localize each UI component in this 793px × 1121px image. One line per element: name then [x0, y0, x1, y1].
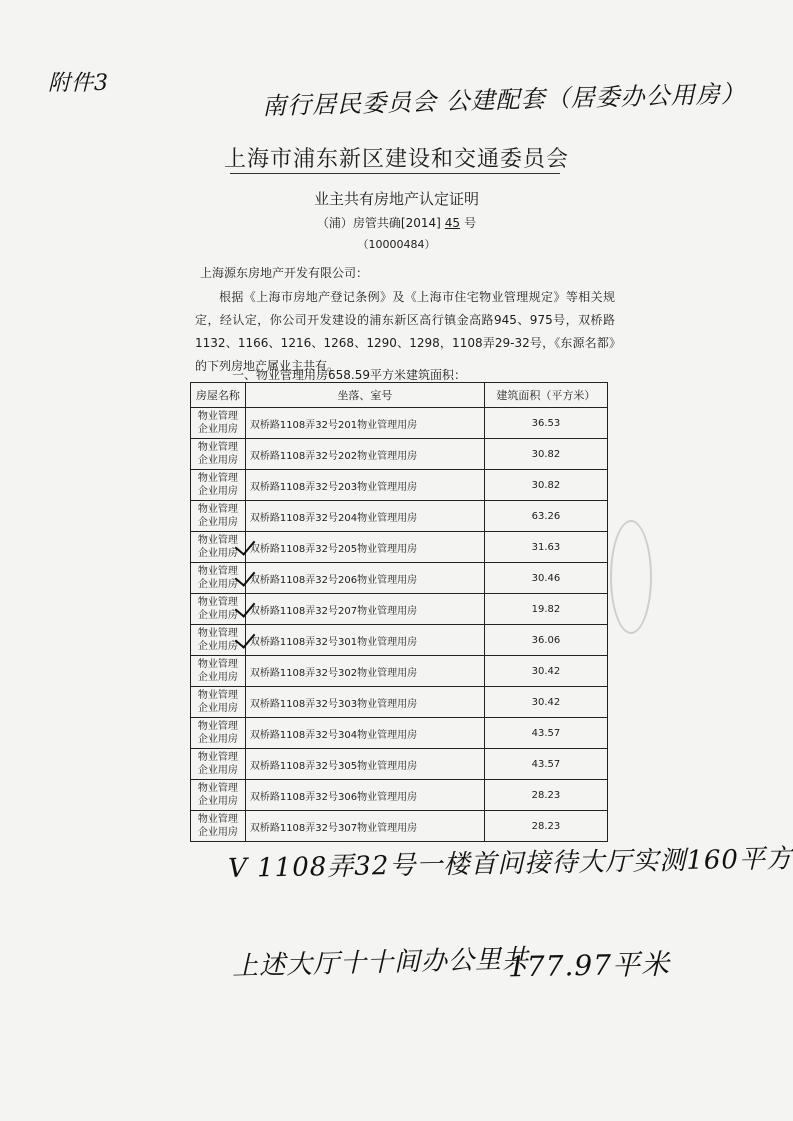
row-address: 双桥路1108弄32号204物业管理用房	[245, 501, 484, 532]
row-area: 28.23	[484, 780, 607, 811]
row-area: 30.42	[484, 656, 607, 687]
row-address: 双桥路1108弄32号301物业管理用房	[245, 625, 484, 656]
row-address: 双桥路1108弄32号201物业管理用房	[245, 408, 484, 439]
table-row	[191, 470, 608, 501]
handwritten-total-area: 177.97平米	[507, 947, 671, 984]
table-row	[191, 501, 608, 532]
table-row	[191, 780, 608, 811]
row-type: 物业管理企业用房	[191, 687, 246, 718]
row-address: 双桥路1108弄32号202物业管理用房	[245, 439, 484, 470]
handwritten-header-note: 南行居民委员会 公建配套（居委办公用房）	[261, 79, 746, 121]
row-type: 物业管理企业用房	[191, 501, 246, 532]
row-address: 双桥路1108弄32号305物业管理用房	[245, 749, 484, 780]
row-area: 31.63	[484, 532, 607, 563]
table-row	[191, 749, 608, 780]
row-area: 43.57	[484, 718, 607, 749]
table-row	[191, 408, 608, 439]
row-address: 双桥路1108弄32号307物业管理用房	[245, 811, 484, 842]
row-type: 物业管理企业用房	[191, 594, 246, 625]
row-address: 双桥路1108弄32号206物业管理用房	[245, 563, 484, 594]
row-address: 双桥路1108弄32号302物业管理用房	[245, 656, 484, 687]
certificate-number	[0, 214, 793, 231]
row-address: 双桥路1108弄32号205物业管理用房	[245, 532, 484, 563]
handwritten-total-label: 上述大厅十十间办公里共	[231, 944, 530, 982]
row-area: 30.46	[484, 563, 607, 594]
row-address: 双桥路1108弄32号304物业管理用房	[245, 718, 484, 749]
table-row	[191, 594, 608, 625]
title-underline	[230, 173, 560, 174]
table-row	[191, 656, 608, 687]
row-area: 43.57	[484, 749, 607, 780]
row-type: 物业管理企业用房	[191, 532, 246, 563]
row-type: 物业管理企业用房	[191, 439, 246, 470]
body-paragraph: 根据《上海市房地产登记条例》及《上海市住宅物业管理规定》等相关规定，经认定，你公司开发建设的浦东新区高行镇金高路945、975号，双桥路1132、1166、1216、1268、1290、1298，1108弄29-32号，《东源名都》的下列房地产属业主共有。	[195, 290, 615, 373]
row-type: 物业管理企业用房	[191, 625, 246, 656]
row-area: 28.23	[484, 811, 607, 842]
row-area: 36.06	[484, 625, 607, 656]
row-type: 物业管理企业用房	[191, 718, 246, 749]
row-area: 36.53	[484, 408, 607, 439]
row-type: 物业管理企业用房	[191, 470, 246, 501]
certificate-title: 业主共有房地产认定证明	[313, 190, 479, 208]
section-heading: 一、物业管理用房658.59平方米建筑面积：	[232, 368, 466, 382]
header-type: 房屋名称	[191, 383, 246, 408]
row-area: 30.82	[484, 470, 607, 501]
property-table	[190, 382, 608, 842]
table-row	[191, 439, 608, 470]
certificate-number-prefix: （浦）房管共确[2014]	[316, 216, 441, 230]
addressee: 上海源东房地产开发有限公司：	[200, 266, 369, 280]
table-body	[191, 408, 608, 842]
row-type: 物业管理企业用房	[191, 563, 246, 594]
table-row	[191, 811, 608, 842]
row-type: 物业管理企业用房	[191, 749, 246, 780]
row-area: 63.26	[484, 501, 607, 532]
row-type: 物业管理企业用房	[191, 656, 246, 687]
table-row	[191, 625, 608, 656]
certificate-number-value: 45	[444, 216, 461, 230]
row-address: 双桥路1108弄32号303物业管理用房	[245, 687, 484, 718]
row-area: 19.82	[484, 594, 607, 625]
handwritten-floor-note: V 1108弄32号一楼首问接待大厅实测160平方	[227, 844, 793, 884]
table-row	[191, 687, 608, 718]
table-header-row	[191, 383, 608, 408]
organization-title: 上海市浦东新区建设和交通委员会	[223, 147, 569, 172]
row-type: 物业管理企业用房	[191, 408, 246, 439]
row-address: 双桥路1108弄32号306物业管理用房	[245, 780, 484, 811]
row-area: 30.42	[484, 687, 607, 718]
certificate-code: （10000484）	[357, 238, 436, 251]
row-address: 双桥路1108弄32号203物业管理用房	[245, 470, 484, 501]
row-type: 物业管理企业用房	[191, 811, 246, 842]
row-area: 30.82	[484, 439, 607, 470]
header-address: 坐落、室号	[245, 383, 484, 408]
table-row	[191, 563, 608, 594]
table-row	[191, 532, 608, 563]
header-area: 建筑面积（平方米）	[484, 383, 607, 408]
faint-seal-mark	[610, 520, 652, 634]
table-row	[191, 718, 608, 749]
handwritten-attachment-label: 附件3	[48, 71, 109, 96]
row-type: 物业管理企业用房	[191, 780, 246, 811]
certificate-number-suffix: 号	[464, 216, 477, 230]
row-address: 双桥路1108弄32号207物业管理用房	[245, 594, 484, 625]
